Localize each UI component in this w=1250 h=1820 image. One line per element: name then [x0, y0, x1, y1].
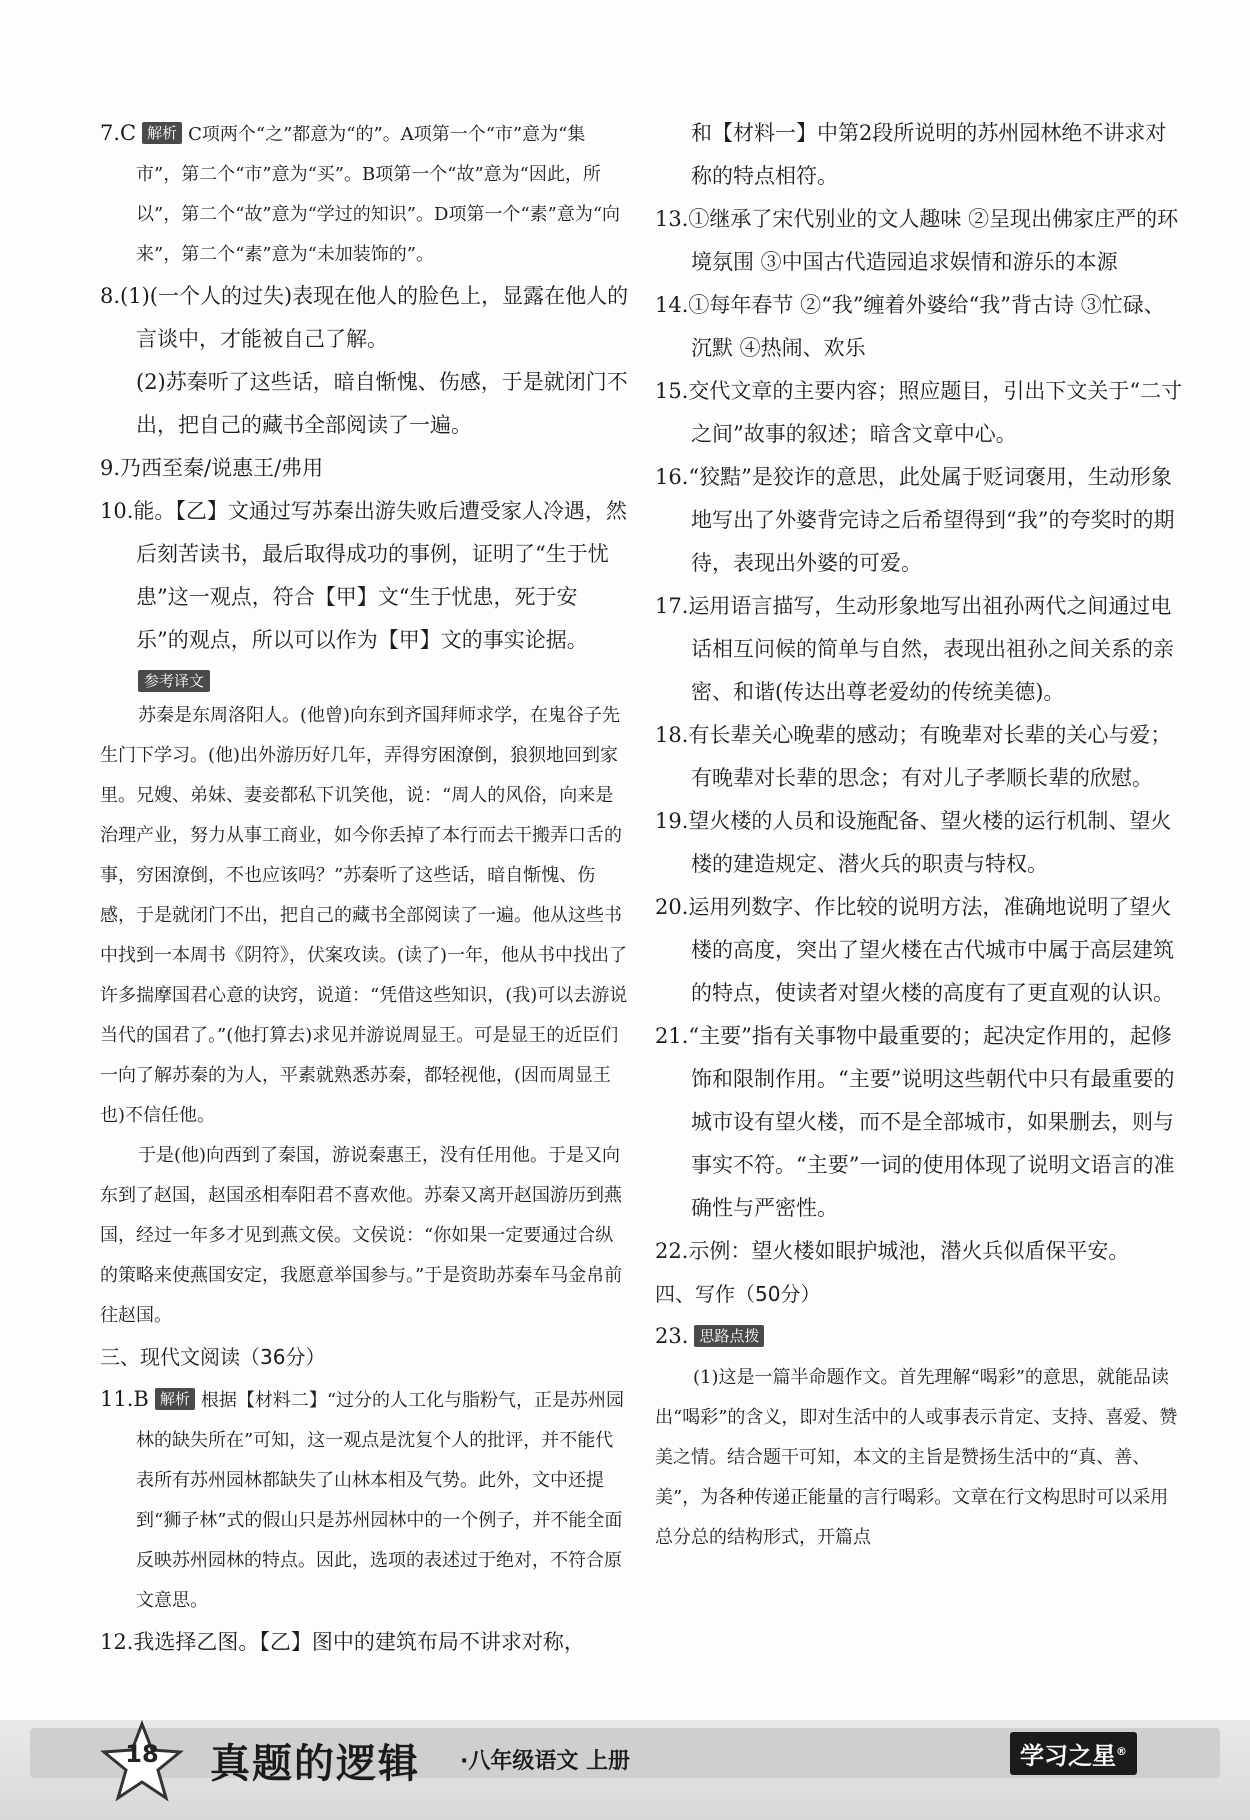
answer-23-text: (1)这是一篇半命题作文。首先理解“喝彩”的意思，就能品读出“喝彩”的含义，即对生活中的人或事表示肯定、支持、喜爱、赞美之情。结合题干可知，本文的主旨是赞扬生活中的“真、善、美”，为各种传递正能量的言行喝彩。文章在行文构思时可以采用总分总的结构形式，开篇点	[655, 1367, 1178, 1548]
answer-8-1: 8.(1)(一个人的过失)表现在他人的脸色上，显露在他人的言谈中，才能被自己了解。	[100, 284, 629, 351]
analysis-tag: 解析	[155, 1388, 195, 1410]
translation-tag: 参考译文	[138, 670, 210, 692]
publisher-logo	[1010, 1732, 1137, 1775]
answer-10: 10.能。【乙】文通过写苏秦出游失败后遭受家人冷遇，然后刻苦读书，最后取得成功的事例，证明了“生于忧患”这一观点，符合【甲】文“生于忧患，死于安乐”的观点，所以可以作为【甲】文的事实论据。	[100, 499, 627, 652]
answer-17: 17.运用语言描写，生动形象地写出祖孙两代之间通过电话相互问候的简单与自然，表现出祖孙之间关系的亲密、和谐(传达出尊老爱幼的传统美德)。	[655, 594, 1174, 704]
page-footer	[0, 1720, 1250, 1820]
logo-text: 学习之星	[1020, 1742, 1116, 1770]
answer-7-number: 7.C	[100, 121, 137, 145]
answer-22: 22.示例：望火楼如眼护城池，潜火兵似盾保平安。	[655, 1239, 1130, 1263]
answer-7-text: C项两个“之”都意为“的”。A项第一个“市”意为“集市”，第二个“市”意为“买”。B项第一个“故”意为“因此，所以”，第二个“故”意为“学过的知识”。D项第一个“素”意为“向来”，第二个“素”意为“未加装饰的”。	[136, 124, 621, 265]
answer-11-text: 根据【材料二】“过分的人工化与脂粉气，正是苏州园林的缺失所在”可知，这一观点是沈复个人的批评，并不能代表所有苏州园林都缺失了山林本相及气势。此外，文中还提到“狮子林”式的假山只是苏州园林中的一个例子，并不能全面反映苏州园林的特点。因此，选项的表述过于绝对，不符合原文意思。	[136, 1390, 625, 1611]
section-4-heading: 四、写作（50分）	[655, 1282, 821, 1306]
answer-15: 15.交代文章的主要内容；照应题目，引出下文关于“二寸之间”故事的叙述；暗含文章中心。	[655, 379, 1183, 446]
answer-21: 21.“主要”指有关事物中最重要的；起决定作用的，起修饰和限制作用。“主要”说明这些朝代中只有最重要的城市设有望火楼，而不是全部城市，如果删去，则与事实不符。“主要”一词的使用体现了说明文语言的准确性与严密性。	[655, 1024, 1175, 1220]
answer-14: 14.①每年春节 ②“我”缠着外婆给“我”背古诗 ③忙碌、沉默 ④热闹、欢乐	[655, 293, 1165, 360]
page-number: 18	[125, 1740, 159, 1768]
answer-12: 12.我选择乙图。【乙】图中的建筑布局不讲求对称，	[100, 1630, 585, 1654]
section-3-heading: 三、现代文阅读（36分）	[100, 1345, 326, 1369]
answer-23-heading	[655, 1315, 1185, 1358]
book-subtitle: ·八年级语文 上册	[460, 1749, 631, 1774]
book-title: 真题的逻辑	[210, 1741, 420, 1787]
answer-18: 18.有长辈关心晚辈的感动；有晚辈对长辈的关心与爱；有晚辈对长辈的思念；有对儿子孝顺长辈的欣慰。	[655, 723, 1172, 790]
answer-11-number: 11.B	[100, 1387, 149, 1411]
answer-8-2: (2)苏秦听了这些话，暗自惭愧、伤感，于是就闭门不出，把自己的藏书全部阅读了一遍。	[136, 370, 628, 437]
analysis-tag: 解析	[142, 122, 182, 144]
answer-11	[100, 1378, 630, 1621]
left-column	[100, 112, 630, 1664]
answer-23-number: 23.	[655, 1324, 689, 1348]
answer-19: 19.望火楼的人员和设施配备、望火楼的运行机制、望火楼的建造规定、潜火兵的职责与特权。	[655, 809, 1172, 876]
tips-tag: 思路点拨	[694, 1325, 764, 1347]
answer-20: 20.运用列数字、作比较的说明方法，准确地说明了望火楼的高度，突出了望火楼在古代城市中属于高层建筑的特点，使读者对望火楼的高度有了更直观的认识。	[655, 895, 1174, 1005]
translation-paragraph-1: 苏秦是东周洛阳人。(他曾)向东到齐国拜师求学，在鬼谷子先生门下学习。(他)出外游历好几年，弄得穷困潦倒，狼狈地回到家里。兄嫂、弟妹、妻妾都私下讥笑他，说：“周人的风俗，向来是治理产业，努力从事工商业，如今你丢掉了本行而去干搬弄口舌的事，穷困潦倒，不也应该吗？”苏秦听了这些话，暗自惭愧、伤感，于是就闭门不出，把自己的藏书全部阅读了一遍。他从这些书中找到一本周书《阴符》，伏案攻读。(读了)一年，他从书中找出了许多揣摩国君心意的诀窍，说道：“凭借这些知识，(我)可以去游说当代的国君了。”(他打算去)求见并游说周显王。可是显王的近臣们一向了解苏秦的为人，平素就熟悉苏秦，都轻视他，(因而周显王也)不信任他。	[100, 705, 628, 1126]
answer-12-continued: 和【材料一】中第2段所说明的苏州园林绝不讲求对称的特点相符。	[691, 121, 1167, 188]
answer-16: 16.“狡黠”是狡诈的意思，此处属于贬词褒用，生动形象地写出了外婆背完诗之后希望得到“我”的夸奖时的期待，表现出外婆的可爱。	[655, 465, 1175, 575]
right-column	[655, 112, 1185, 1558]
answer-9: 9.乃西至秦/说惠王/弗用	[100, 456, 324, 480]
answer-7	[100, 112, 630, 275]
answer-13: 13.①继承了宋代别业的文人趣味 ②呈现出佛家庄严的环境氛围 ③中国古代造园追求娱情和游乐的本源	[655, 207, 1179, 274]
translation-paragraph-2: 于是(他)向西到了秦国，游说秦惠王，没有任用他。于是又向东到了赵国，赵国丞相奉阳君不喜欢他。苏秦又离开赵国游历到燕国，经过一年多才见到燕文侯。文侯说：“你如果一定要通过合纵的策略来使燕国安定，我愿意举国参与。”于是资助苏秦车马金帛前往赵国。	[100, 1145, 623, 1326]
registered-mark: ®	[1116, 1745, 1127, 1758]
